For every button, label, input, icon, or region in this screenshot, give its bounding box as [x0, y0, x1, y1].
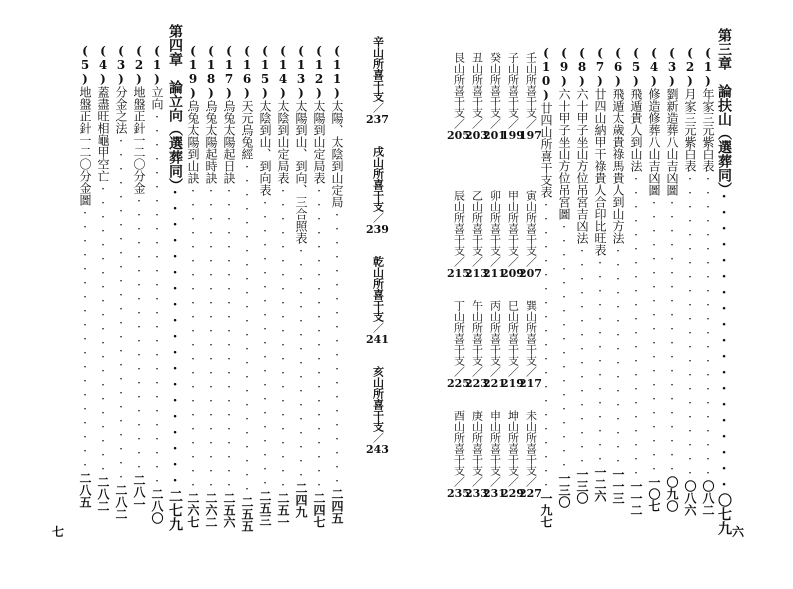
leader-dots: ·················· [557, 220, 571, 472]
slash-divider: ／ [371, 322, 385, 333]
toc-entry [204, 44, 218, 528]
toc-entry-number: (9) [557, 46, 571, 88]
toc-entry [557, 46, 571, 508]
mountain-page: 219 [501, 377, 524, 390]
toc-entry-page: 二四九 [294, 482, 308, 518]
toc-entry [96, 44, 110, 512]
toc-entry [114, 44, 128, 520]
sub-entry-title: 亥山所喜干支 [371, 366, 385, 432]
toc-entry-page: 二四七 [312, 492, 326, 528]
mountain-title: 乙山所喜干支 [470, 190, 484, 256]
slash-divider: ／ [452, 366, 466, 377]
slash-divider: ／ [371, 432, 385, 443]
page-number-right: 六 [732, 525, 745, 539]
slash-divider: ／ [524, 366, 538, 377]
leader-dots: ··················· [78, 206, 92, 472]
mountain-page: 209 [501, 267, 524, 280]
toc-entry-page: 一三〇 [575, 468, 589, 504]
leader-dots: ··················· [716, 189, 732, 493]
toc-entry-number: (18) [204, 44, 218, 100]
mountain-title: 巽山所喜干支 [524, 300, 538, 366]
toc-entry-page: 二五五 [240, 496, 254, 532]
toc-entry-page: 一一三 [611, 468, 625, 504]
toc-entry-page: 一〇七 [647, 476, 661, 512]
slash-divider: ／ [506, 476, 520, 487]
toc-entry-number: (5) [629, 46, 643, 88]
toc-entry [186, 44, 200, 528]
slash-divider: ／ [524, 476, 538, 487]
toc-entry-page: 一三〇 [557, 472, 571, 508]
toc-entry [258, 44, 272, 526]
slash-divider: ／ [470, 118, 484, 129]
toc-entry [683, 46, 697, 516]
toc-entry-title: 分金之法 [114, 86, 128, 134]
mountain-page: 213 [465, 267, 488, 280]
mountain-title: 未山所喜干支 [524, 410, 538, 476]
leader-dots: ···················· [132, 194, 146, 474]
toc-entry-page: 一一二 [629, 480, 643, 516]
toc-entry-number: (3) [665, 46, 679, 88]
toc-entry [168, 24, 182, 531]
toc-entry-page: 一九七 [539, 492, 553, 528]
slash-divider: ／ [452, 118, 466, 129]
toc-entry [611, 46, 625, 504]
toc-entry [276, 44, 290, 528]
toc-entry-title: 烏兔太陽起時訣 [204, 100, 218, 184]
mountain-page: 201 [483, 129, 506, 142]
toc-entry-page: 二五一 [276, 492, 290, 528]
toc-entry [312, 44, 326, 528]
toc-entry-page: 〇九〇 [665, 476, 679, 512]
slash-divider: ／ [488, 256, 502, 267]
mountain-page: 207 [519, 267, 542, 280]
mountain-page: 217 [519, 377, 542, 390]
toc-entry [647, 46, 661, 512]
toc-entry-number: (14) [276, 44, 290, 100]
toc-entry [150, 44, 164, 524]
toc-entry-page: 二五三 [258, 490, 272, 526]
toc-entry-title: 烏兔太陽起日訣 [222, 100, 236, 184]
slash-divider: ／ [488, 118, 502, 129]
mountain-entry [447, 410, 470, 500]
toc-entry-page: 二五六 [222, 492, 236, 528]
toc-entry-title: 地盤正針一二〇分金圖 [78, 86, 92, 206]
toc-entry-number: (11) [330, 44, 344, 100]
slash-divider: ／ [470, 476, 484, 487]
slash-divider: ／ [506, 366, 520, 377]
sub-entry-title: 辛山所喜干支 [371, 36, 385, 102]
toc-entry-number: (2) [132, 44, 146, 86]
mountain-title: 申山所喜干支 [488, 410, 502, 476]
leader-dots: ···················· [330, 208, 344, 488]
toc-entry-number: (17) [222, 44, 236, 100]
toc-entry [78, 44, 92, 508]
toc-entry-page: 〇八二 [701, 480, 715, 516]
toc-entry-number: (12) [312, 44, 326, 100]
toc-entry-title: 太陰到山定局表 [276, 100, 290, 184]
slash-divider: ／ [470, 256, 484, 267]
sub-entry [366, 256, 389, 346]
mountain-entry [447, 52, 470, 142]
toc-entry-number: (15) [258, 44, 272, 100]
sub-entry [366, 366, 389, 456]
leader-dots: ··················· [167, 185, 183, 489]
toc-entry-title: 烏兔太陽到山訣 [186, 100, 200, 184]
toc-entry [330, 44, 344, 524]
slash-divider: ／ [524, 256, 538, 267]
sub-entry [366, 146, 389, 236]
toc-entry-number: (5) [78, 44, 92, 86]
toc-entry-number: (10) [539, 46, 553, 102]
toc-entry-title: 修造修葬八山吉凶圖 [647, 88, 661, 196]
toc-entry-title: 月家三元紫白表 [683, 88, 697, 172]
leader-dots: ···················· [647, 196, 661, 476]
mountain-title: 壬山所喜干支 [524, 52, 538, 118]
leader-dots: ················ [611, 244, 625, 468]
mountain-title: 午山所喜干支 [470, 300, 484, 366]
toc-entry [240, 44, 254, 532]
mountain-title: 甲山所喜干支 [506, 190, 520, 256]
toc-entry-title: 蓋盡旺相龜甲空亡 [96, 86, 110, 182]
toc-entry-page: 〇八六 [683, 480, 697, 516]
mountain-page: 223 [465, 377, 488, 390]
slash-divider: ／ [371, 102, 385, 113]
mountain-page: 229 [501, 487, 524, 500]
mountain-page: 215 [447, 267, 470, 280]
leader-dots: ····················· [258, 196, 272, 490]
mountain-title: 辰山所喜干支 [452, 190, 466, 256]
leader-dots: ······················ [312, 184, 326, 492]
toc-entry-page: 二八五 [78, 472, 92, 508]
leader-dots: ························ [240, 160, 254, 496]
toc-entry-page: 二四五 [330, 488, 344, 524]
mountain-page: 197 [519, 129, 542, 142]
toc-entry-title: 第三章 論扶山（選葬同） [716, 28, 732, 189]
mountain-title: 丁山所喜干支 [452, 300, 466, 366]
leader-dots: ····················· [96, 182, 110, 476]
slash-divider: ／ [470, 366, 484, 377]
mountain-title: 丙山所喜干支 [488, 300, 502, 366]
sub-entry [366, 36, 389, 126]
sub-entry-page: 243 [366, 443, 389, 456]
mountain-title: 酉山所喜干支 [452, 410, 466, 476]
toc-entry [593, 46, 607, 502]
toc-entry [665, 46, 679, 512]
leader-dots: ················ [575, 244, 589, 468]
mountain-title: 庚山所喜干支 [470, 410, 484, 476]
toc-entry [717, 28, 731, 535]
toc-entry-number: (2) [683, 46, 697, 88]
leader-dots: ······················ [222, 184, 236, 492]
leader-dots: ······················ [629, 172, 643, 480]
mountain-page: 211 [483, 267, 506, 280]
leader-dots: ················· [294, 244, 308, 482]
toc-entry-title: 六十甲子坐山方位吊宮圖 [557, 88, 571, 220]
leader-dots: ······················ [186, 184, 200, 492]
toc-entry [222, 44, 236, 528]
slash-divider: ／ [488, 366, 502, 377]
toc-entry-title: 太陽、太陰到山定局 [330, 100, 344, 208]
leader-dots: ··············· [593, 256, 607, 466]
toc-entry-page: 二八二 [96, 476, 110, 512]
page-number-left: 七 [52, 525, 65, 539]
mountain-title: 子山所喜干支 [506, 52, 520, 118]
mountain-page: 231 [483, 487, 506, 500]
mountain-page: 227 [519, 487, 542, 500]
toc-entry-number: (4) [96, 44, 110, 86]
sub-entry-title: 乾山所喜干支 [371, 256, 385, 322]
toc-entry-number: (7) [593, 46, 607, 88]
toc-entry [132, 44, 146, 510]
toc-entry-number: (8) [575, 46, 589, 88]
sub-entry-page: 239 [366, 223, 389, 236]
mountain-title: 癸山所喜干支 [488, 52, 502, 118]
mountain-page: 199 [501, 129, 524, 142]
mountain-title: 寅山所喜干支 [524, 190, 538, 256]
toc-entry-page: 二八二 [114, 484, 128, 520]
toc-entry-page: 二六二 [204, 492, 218, 528]
toc-entry-title: 太陽到山、到向、三合照表 [294, 100, 308, 244]
toc-entry-page: 二八一 [132, 474, 146, 510]
slash-divider: ／ [506, 256, 520, 267]
toc-entry-number: (4) [647, 46, 661, 88]
sub-entry-page: 241 [366, 333, 389, 346]
toc-entry-page: 二八〇 [150, 488, 164, 524]
toc-entry-page: 一二六 [593, 466, 607, 502]
leader-dots: ······················ [276, 184, 290, 492]
left-page [0, 0, 396, 589]
toc-entry-title: 天元烏兔經 [240, 100, 254, 160]
leader-dots: ······················ [701, 172, 715, 480]
leader-dots: ··························· [150, 110, 164, 488]
right-page [397, 0, 793, 589]
toc-entry-title: 飛遁貴人到山法 [629, 88, 643, 172]
toc-entry-title: 太陰到山、到向表 [258, 100, 272, 196]
toc-entry-page: 〇七九 [716, 493, 732, 535]
mountain-title: 卯山所喜干支 [488, 190, 502, 256]
mountain-page: 225 [447, 377, 470, 390]
mountain-page: 203 [465, 129, 488, 142]
toc-entry [701, 46, 715, 516]
mountain-page: 205 [447, 129, 470, 142]
mountain-entry [447, 300, 470, 390]
mountain-page: 235 [447, 487, 470, 500]
toc-entry-title: 劉新造葬八山吉凶圖 [665, 88, 679, 196]
mountain-title: 坤山所喜干支 [506, 410, 520, 476]
toc-entry-title: 太陽到山定局表 [312, 100, 326, 184]
toc-entry-number: (16) [240, 44, 254, 100]
toc-entry-number: (19) [186, 44, 200, 100]
leader-dots: ···················· [665, 196, 679, 476]
toc-entry-number: (13) [294, 44, 308, 100]
leader-dots: ····················· [539, 198, 553, 492]
toc-entry-title: 年家三元紫白表 [701, 88, 715, 172]
toc-entry-number: (1) [701, 46, 715, 88]
toc-entry [629, 46, 643, 516]
mountain-entry [447, 190, 470, 280]
slash-divider: ／ [452, 476, 466, 487]
toc-entry-title: 六十甲子坐山方位吊宮吉凶法 [575, 88, 589, 244]
slash-divider: ／ [371, 212, 385, 223]
toc-entry-page: 二六七 [186, 492, 200, 528]
leader-dots: ························· [114, 134, 128, 484]
leader-dots: ······················ [683, 172, 697, 480]
toc-entry-title: 廿四山所喜干支表 [539, 102, 553, 198]
slash-divider: ／ [488, 476, 502, 487]
slash-divider: ／ [524, 118, 538, 129]
sub-entry-title: 戌山所喜干支 [371, 146, 385, 212]
leader-dots: ······················ [204, 184, 218, 492]
mountain-title: 丑山所喜干支 [470, 52, 484, 118]
toc-entry-number: (3) [114, 44, 128, 86]
toc-entry-number: (6) [611, 46, 625, 88]
toc-entry-title: 地盤正針一二〇分金 [132, 86, 146, 194]
mountain-title: 艮山所喜干支 [452, 52, 466, 118]
toc-entry-title: 第四章 論立向（選葬同） [167, 24, 183, 185]
toc-entry-number: (1) [150, 44, 164, 86]
toc-entry [294, 44, 308, 518]
mountain-page: 233 [465, 487, 488, 500]
slash-divider: ／ [452, 256, 466, 267]
slash-divider: ／ [506, 118, 520, 129]
mountain-page: 221 [483, 377, 506, 390]
sub-entry-page: 237 [366, 113, 389, 126]
mountain-title: 巳山所喜干支 [506, 300, 520, 366]
toc-entry-title: 廿四山納甲干祿貴人合印比旺表 [593, 88, 607, 256]
toc-entry-title: 立向 [150, 86, 164, 110]
toc-entry-title: 飛遁太歲貴祿馬貴人到山方法 [611, 88, 625, 244]
toc-entry-page: 二七九 [167, 489, 183, 531]
toc-entry [575, 46, 589, 504]
